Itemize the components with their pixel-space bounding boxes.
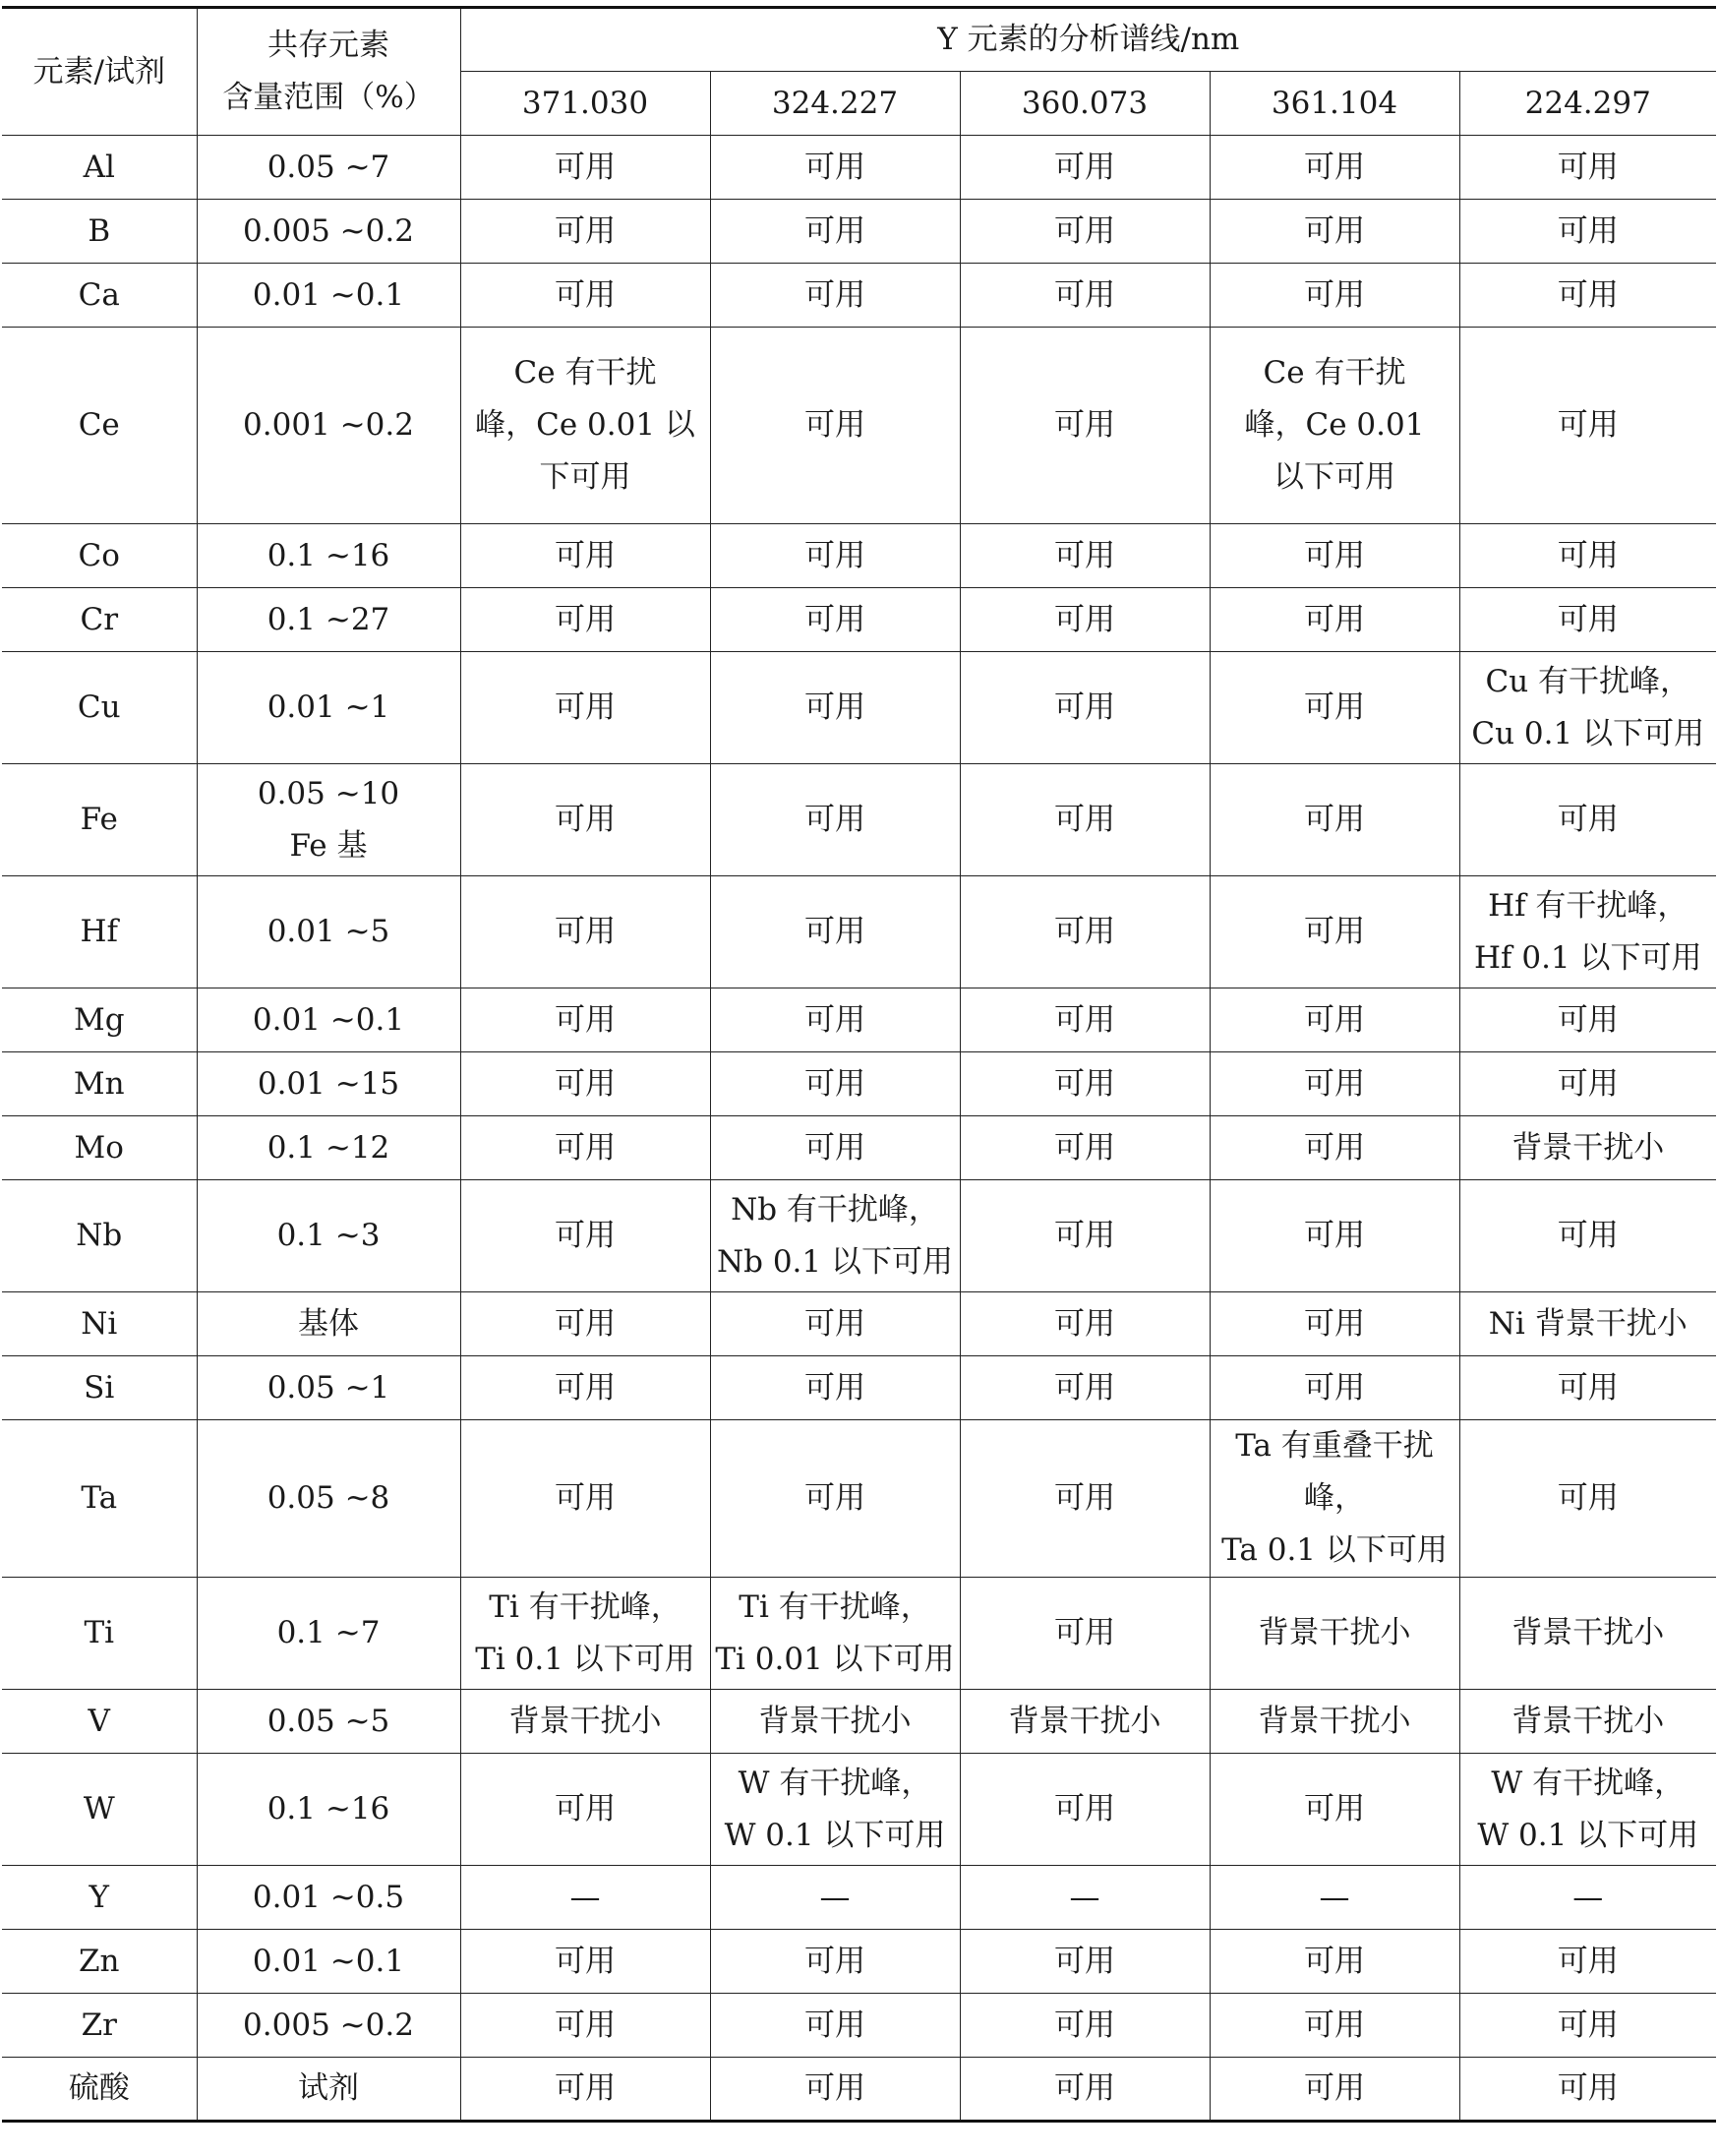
cell-usability: 可用: [1210, 652, 1459, 764]
cell-usability: 可用: [460, 1116, 710, 1180]
cell-range: 0.1 ~16: [197, 1754, 460, 1866]
cell-usability: 可用: [1210, 264, 1459, 328]
table-row: [2, 1754, 1716, 1866]
table-row: [2, 764, 1716, 876]
cell-usability: W 有干扰峰， W 0.1 以下可用: [710, 1754, 960, 1866]
cell-usability: 可用: [710, 1420, 960, 1578]
cell-element: Zr: [2, 1994, 197, 2058]
cell-usability: 背景干扰小: [1210, 1690, 1459, 1754]
cell-usability: 可用: [960, 652, 1210, 764]
cell-usability: Ce 有干扰 峰，Ce 0.01 以 下可用: [460, 328, 710, 524]
cell-usability: 可用: [960, 1930, 1210, 1994]
cell-usability: 可用: [960, 1356, 1210, 1420]
cell-usability: 可用: [460, 876, 710, 988]
cell-usability: 可用: [960, 764, 1210, 876]
cell-usability: 可用: [960, 1578, 1210, 1690]
cell-usability: 可用: [460, 200, 710, 264]
cell-usability: 可用: [960, 200, 1210, 264]
table-row: [2, 876, 1716, 988]
cell-usability: 可用: [1210, 524, 1459, 588]
table-body: [2, 136, 1716, 2122]
cell-usability: 可用: [710, 1292, 960, 1356]
cell-element: Nb: [2, 1180, 197, 1292]
cell-usability: 可用: [1210, 588, 1459, 652]
cell-usability: 可用: [1210, 764, 1459, 876]
cell-usability: 背景干扰小: [710, 1690, 960, 1754]
table-row: [2, 1994, 1716, 2058]
cell-range: 0.01 ~1: [197, 652, 460, 764]
header-wavelength: 324.227: [710, 72, 960, 136]
cell-usability: W 有干扰峰， W 0.1 以下可用: [1459, 1754, 1716, 1866]
cell-range: 0.1 ~27: [197, 588, 460, 652]
cell-usability: 可用: [460, 1994, 710, 2058]
cell-usability: —: [460, 1866, 710, 1930]
cell-usability: Ni 背景干扰小: [1459, 1292, 1716, 1356]
cell-usability: 可用: [1459, 1356, 1716, 1420]
cell-usability: 可用: [710, 1930, 960, 1994]
table-header: [2, 8, 1716, 136]
cell-usability: 可用: [460, 1292, 710, 1356]
cell-usability: 可用: [960, 1754, 1210, 1866]
cell-usability: 可用: [1459, 136, 1716, 200]
interference-table: [2, 6, 1716, 2123]
cell-element: Co: [2, 524, 197, 588]
table-row: [2, 200, 1716, 264]
cell-element: Hf: [2, 876, 197, 988]
cell-usability: 可用: [1459, 1052, 1716, 1116]
cell-element: Cr: [2, 588, 197, 652]
cell-range: 0.01 ~0.1: [197, 1930, 460, 1994]
cell-usability: 可用: [460, 1180, 710, 1292]
cell-usability: 可用: [1210, 1180, 1459, 1292]
cell-usability: 可用: [460, 136, 710, 200]
interference-table-container: [2, 6, 1716, 2123]
cell-usability: 背景干扰小: [960, 1690, 1210, 1754]
table-row: [2, 1052, 1716, 1116]
cell-element: Cu: [2, 652, 197, 764]
cell-usability: 可用: [460, 764, 710, 876]
cell-range: 0.05 ~7: [197, 136, 460, 200]
cell-usability: Cu 有干扰峰， Cu 0.1 以下可用: [1459, 652, 1716, 764]
cell-element: 硫酸: [2, 2058, 197, 2122]
cell-element: Fe: [2, 764, 197, 876]
cell-usability: 背景干扰小: [1459, 1690, 1716, 1754]
cell-element: V: [2, 1690, 197, 1754]
cell-range: 0.1 ~3: [197, 1180, 460, 1292]
cell-usability: 可用: [1459, 764, 1716, 876]
cell-element: Ta: [2, 1420, 197, 1578]
cell-usability: 可用: [710, 1356, 960, 1420]
header-element-reagent: 元素/试剂: [2, 8, 197, 136]
cell-usability: 可用: [960, 588, 1210, 652]
table-row: [2, 1690, 1716, 1754]
table-row: [2, 2058, 1716, 2122]
table-row: [2, 524, 1716, 588]
cell-range: 0.005 ~0.2: [197, 1994, 460, 2058]
cell-usability: 可用: [460, 652, 710, 764]
table-row: [2, 1180, 1716, 1292]
cell-element: Ca: [2, 264, 197, 328]
cell-usability: 可用: [1210, 1052, 1459, 1116]
table-row: [2, 988, 1716, 1052]
table-row: [2, 652, 1716, 764]
cell-usability: 可用: [710, 524, 960, 588]
cell-usability: Ce 有干扰 峰，Ce 0.01 以下可用: [1210, 328, 1459, 524]
cell-usability: 可用: [960, 1052, 1210, 1116]
cell-usability: 可用: [1459, 264, 1716, 328]
cell-element: Mg: [2, 988, 197, 1052]
cell-range: 0.1 ~7: [197, 1578, 460, 1690]
cell-element: Al: [2, 136, 197, 200]
cell-usability: 可用: [1459, 1994, 1716, 2058]
cell-usability: 可用: [460, 1420, 710, 1578]
cell-range: 0.01 ~15: [197, 1052, 460, 1116]
cell-usability: 可用: [460, 588, 710, 652]
table-row: [2, 1116, 1716, 1180]
cell-usability: 可用: [710, 588, 960, 652]
table-row: [2, 1578, 1716, 1690]
cell-usability: 可用: [1459, 200, 1716, 264]
cell-usability: 可用: [960, 1994, 1210, 2058]
cell-usability: 背景干扰小: [1210, 1578, 1459, 1690]
cell-usability: 可用: [710, 652, 960, 764]
cell-usability: 可用: [710, 200, 960, 264]
cell-usability: 可用: [1459, 2058, 1716, 2122]
cell-usability: 可用: [1459, 1420, 1716, 1578]
cell-usability: 可用: [710, 328, 960, 524]
table-row: [2, 1292, 1716, 1356]
cell-usability: 可用: [1210, 1116, 1459, 1180]
cell-usability: 背景干扰小: [1459, 1578, 1716, 1690]
cell-range: 0.05 ~1: [197, 1356, 460, 1420]
table-row: [2, 1356, 1716, 1420]
table-row: [2, 136, 1716, 200]
cell-range: 0.05 ~8: [197, 1420, 460, 1578]
cell-usability: 可用: [1459, 988, 1716, 1052]
cell-usability: 可用: [710, 1116, 960, 1180]
cell-usability: 可用: [960, 1420, 1210, 1578]
cell-usability: 可用: [960, 328, 1210, 524]
cell-usability: —: [1459, 1866, 1716, 1930]
cell-usability: 可用: [710, 264, 960, 328]
header-wavelength: 361.104: [1210, 72, 1459, 136]
cell-usability: 可用: [460, 1052, 710, 1116]
cell-range: 0.01 ~0.1: [197, 988, 460, 1052]
cell-usability: 可用: [960, 136, 1210, 200]
cell-range: 0.01 ~0.1: [197, 264, 460, 328]
cell-usability: 可用: [460, 988, 710, 1052]
table-row: [2, 1420, 1716, 1578]
cell-range: 0.1 ~12: [197, 1116, 460, 1180]
cell-range: 0.001 ~0.2: [197, 328, 460, 524]
cell-range: 基体: [197, 1292, 460, 1356]
cell-usability: Nb 有干扰峰， Nb 0.1 以下可用: [710, 1180, 960, 1292]
cell-usability: 可用: [1459, 1180, 1716, 1292]
cell-usability: —: [710, 1866, 960, 1930]
cell-range: 0.05 ~5: [197, 1690, 460, 1754]
cell-element: Ni: [2, 1292, 197, 1356]
cell-range: 试剂: [197, 2058, 460, 2122]
cell-element: Si: [2, 1356, 197, 1420]
cell-range: 0.1 ~16: [197, 524, 460, 588]
cell-element: Mn: [2, 1052, 197, 1116]
table-row: [2, 1866, 1716, 1930]
cell-usability: 可用: [960, 988, 1210, 1052]
cell-usability: 背景干扰小: [1459, 1116, 1716, 1180]
cell-usability: 可用: [460, 1754, 710, 1866]
header-spectral-lines: Y 元素的分析谱线/nm: [460, 8, 1716, 72]
cell-element: Y: [2, 1866, 197, 1930]
cell-range: 0.005 ~0.2: [197, 200, 460, 264]
cell-usability: 可用: [1459, 524, 1716, 588]
cell-usability: 可用: [460, 2058, 710, 2122]
cell-usability: 可用: [1210, 1930, 1459, 1994]
cell-usability: 可用: [460, 1930, 710, 1994]
cell-usability: 可用: [1459, 328, 1716, 524]
cell-usability: 可用: [960, 1180, 1210, 1292]
cell-usability: Ta 有重叠干扰峰， Ta 0.1 以下可用: [1210, 1420, 1459, 1578]
table-row: [2, 328, 1716, 524]
cell-usability: 可用: [960, 1116, 1210, 1180]
cell-usability: 可用: [1210, 1754, 1459, 1866]
cell-usability: 可用: [1210, 200, 1459, 264]
table-row: [2, 1930, 1716, 1994]
cell-element: Ce: [2, 328, 197, 524]
header-wavelength: 224.297: [1459, 72, 1716, 136]
cell-usability: 可用: [710, 876, 960, 988]
cell-usability: 可用: [710, 764, 960, 876]
cell-usability: 可用: [710, 1052, 960, 1116]
table-row: [2, 588, 1716, 652]
cell-element: Ti: [2, 1578, 197, 1690]
header-wavelength: 371.030: [460, 72, 710, 136]
cell-usability: 可用: [1210, 2058, 1459, 2122]
cell-element: W: [2, 1754, 197, 1866]
cell-usability: 可用: [460, 264, 710, 328]
cell-usability: Ti 有干扰峰， Ti 0.1 以下可用: [460, 1578, 710, 1690]
cell-usability: 可用: [1210, 1994, 1459, 2058]
cell-usability: 可用: [960, 524, 1210, 588]
cell-element: Mo: [2, 1116, 197, 1180]
cell-usability: Ti 有干扰峰， Ti 0.01 以下可用: [710, 1578, 960, 1690]
cell-range: 0.01 ~0.5: [197, 1866, 460, 1930]
cell-usability: 可用: [460, 1356, 710, 1420]
cell-usability: —: [1210, 1866, 1459, 1930]
cell-usability: 可用: [1459, 588, 1716, 652]
cell-usability: 可用: [1459, 1930, 1716, 1994]
cell-usability: 可用: [710, 2058, 960, 2122]
cell-usability: 可用: [1210, 876, 1459, 988]
cell-usability: 可用: [1210, 136, 1459, 200]
cell-usability: 可用: [460, 524, 710, 588]
cell-range: 0.05 ~10 Fe 基: [197, 764, 460, 876]
header-wavelength: 360.073: [960, 72, 1210, 136]
cell-usability: 可用: [960, 264, 1210, 328]
cell-usability: 可用: [1210, 1292, 1459, 1356]
cell-usability: 可用: [1210, 988, 1459, 1052]
table-row: [2, 264, 1716, 328]
cell-element: Zn: [2, 1930, 197, 1994]
cell-range: 0.01 ~5: [197, 876, 460, 988]
cell-usability: 可用: [960, 876, 1210, 988]
cell-usability: 可用: [710, 988, 960, 1052]
cell-element: B: [2, 200, 197, 264]
cell-usability: 可用: [960, 1292, 1210, 1356]
cell-usability: 可用: [710, 1994, 960, 2058]
cell-usability: —: [960, 1866, 1210, 1930]
cell-usability: Hf 有干扰峰， Hf 0.1 以下可用: [1459, 876, 1716, 988]
cell-usability: 可用: [1210, 1356, 1459, 1420]
cell-usability: 背景干扰小: [460, 1690, 710, 1754]
cell-usability: 可用: [960, 2058, 1210, 2122]
cell-usability: 可用: [710, 136, 960, 200]
header-coexisting-range: 共存元素 含量范围（%）: [197, 8, 460, 136]
